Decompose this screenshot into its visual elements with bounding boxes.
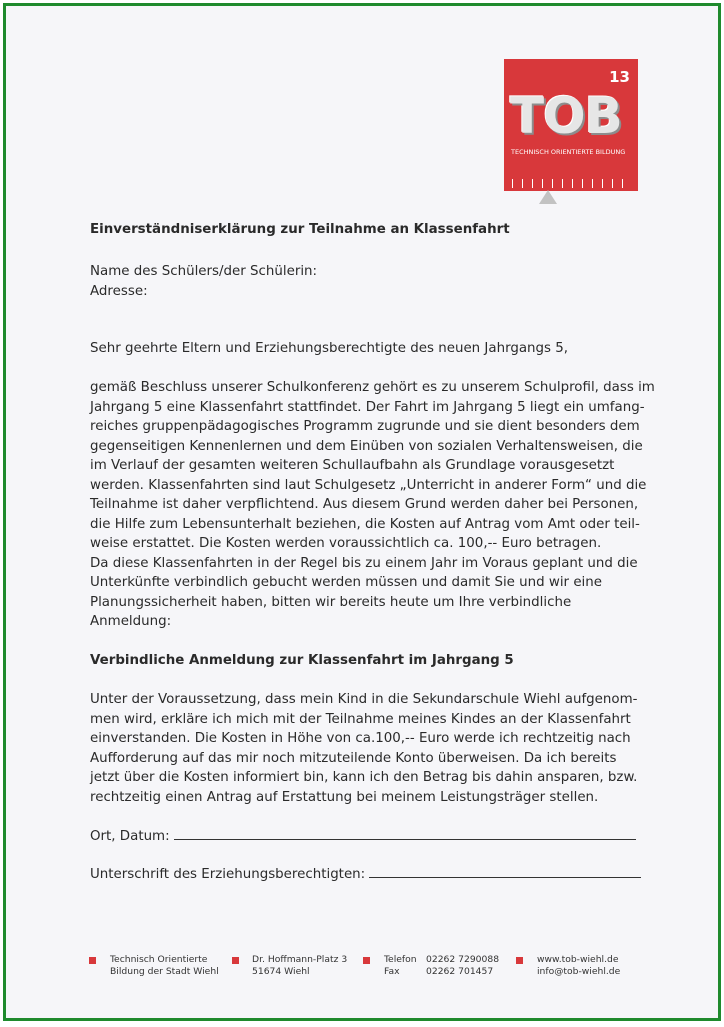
footer-phone-label: Telefon — [384, 954, 417, 965]
footer-bullet-icon — [89, 957, 96, 964]
body-line: Planungssicherheit haben, bitten wir bereits heute um Ihre verbindliche — [90, 594, 572, 610]
footer-fax: 02262 701457 — [426, 966, 494, 977]
place-date-field[interactable] — [174, 825, 636, 840]
footer-street: Dr. Hoffmann-Platz 3 — [252, 954, 348, 965]
body-line: Jahrgang 5 eine Klassenfahrt stattfindet. Der Fahrt im Jahrgang 5 liegt ein umfang- — [90, 399, 645, 415]
footer-org-line2: Bildung der Stadt Wiehl — [110, 966, 219, 977]
body-line: Unterkünfte verbindlich gebucht werden müssen und damit Sie und wir eine — [90, 575, 603, 590]
body-line: Da diese Klassenfahrten in der Regel bis zu einem Jahr im Voraus geplant und die — [90, 555, 638, 571]
logo-number: 13 — [609, 68, 630, 86]
footer-organization — [110, 954, 219, 978]
body-line: Anmeldung: — [90, 614, 172, 629]
consent-line: rechtzeitig einen Antrag auf Erstattung bei meinem Leistungsträger stellen. — [90, 789, 599, 805]
footer-org-line1: Technisch Orientierte — [110, 954, 208, 965]
footer-city: 51674 Wiehl — [252, 966, 310, 977]
body-line: im Verlauf der gesamten weiteren Schullaufbahn als Grundlage vorausgesetzt — [90, 458, 615, 473]
consent-line: men wird, erkläre ich mich mit der Teilnahme meines Kindes an der Klassenfahrt — [90, 711, 631, 727]
body-line: weise erstattet. Die Kosten werden voraussichtlich ca. 100,-- Euro betragen. — [90, 536, 602, 551]
section-title: Verbindliche Anmeldung zur Klassenfahrt im Jahrgang 5 — [90, 653, 514, 668]
place-date-row — [90, 825, 650, 847]
footer-contact — [384, 954, 499, 978]
body-line: Teilnahme ist daher verpflichtend. Aus diesem Grund werden daher bei Personen, — [90, 497, 639, 512]
signature-row — [90, 863, 650, 885]
footer-web — [537, 954, 620, 978]
logo-ruler-ticks — [512, 179, 630, 188]
consent-line: Aufforderung auf das mir noch mitzuteilende Konto überweisen. Da ich bereits — [90, 750, 617, 766]
name-field-label: Name des Schülers/der Schülerin: — [90, 264, 318, 279]
signature-field[interactable] — [369, 863, 641, 878]
footer-phone: 02262 7290088 — [426, 954, 500, 965]
footer-fax-label: Fax — [384, 966, 400, 977]
footer-bullet-icon — [363, 957, 370, 964]
salutation: Sehr geehrte Eltern und Erziehungsberechtigte des neuen Jahrgangs 5, — [90, 341, 569, 356]
footer-website-link[interactable]: www.tob-wiehl.de — [537, 954, 619, 965]
consent-line: einverstanden. Die Kosten in Höhe von ca.100,-- Euro werde ich rechtzeitig nach — [90, 731, 631, 746]
document-title: Einverständniserklärung zur Teilnahme an Klassenfahrt — [90, 222, 510, 237]
consent-line: Unter der Voraussetzung, dass mein Kind in die Sekundarschule Wiehl aufgenom- — [90, 692, 638, 707]
logo-wordmark: TOB — [510, 87, 622, 145]
recipient-fields — [90, 262, 650, 301]
body-line: reiches gruppenpädagogisches Programm zugrunde und sie dient besonders dem — [90, 419, 640, 434]
body-line: werden. Klassenfahrten sind laut Schulgesetz „Unterricht in anderer Form“ und die — [90, 477, 647, 493]
document-page — [3, 3, 721, 1021]
logo-pointer-icon — [539, 190, 557, 204]
place-date-label: Ort, Datum: — [90, 829, 170, 844]
footer-bullet-icon — [232, 957, 239, 964]
tob-logo — [504, 59, 638, 191]
address-field-label: Adresse: — [90, 283, 148, 299]
signature-label: Unterschrift des Erziehungsberechtigten: — [90, 867, 366, 882]
body-line: gemäß Beschluss unserer Schulkonferenz gehört es zu unserem Schulprofil, dass im — [90, 380, 655, 395]
body-line: gegenseitigen Kennenlernen und dem Einüben von sozialen Verhaltensweisen, die — [90, 438, 643, 454]
body-line: die Hilfe zum Lebensunterhalt beziehen, die Kosten auf Antrag vom Amt oder teil- — [90, 516, 640, 532]
footer-bullet-icon — [516, 957, 523, 964]
footer-address — [252, 954, 347, 978]
body-paragraph — [90, 378, 655, 632]
logo-subtitle: TECHNISCH ORIENTIERTE BILDUNG — [511, 148, 626, 156]
footer-email-link[interactable]: info@tob-wiehl.de — [537, 966, 621, 977]
consent-paragraph — [90, 690, 650, 807]
consent-line: jetzt über die Kosten informiert bin, kann ich den Betrag bis dahin ansparen, bzw. — [90, 770, 638, 785]
